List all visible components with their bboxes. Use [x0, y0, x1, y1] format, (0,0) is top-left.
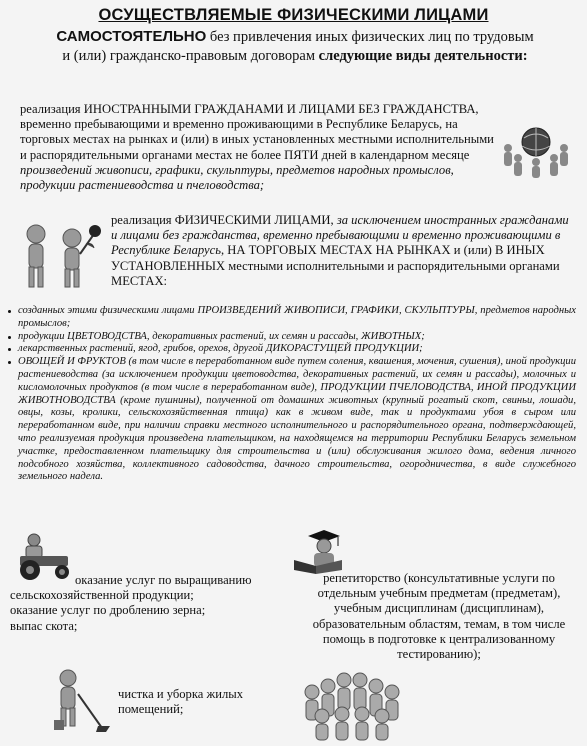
cleaning-text: чистка и уборка жилых помещений; — [118, 687, 244, 717]
graduate-reading-icon — [290, 530, 350, 576]
list-item-text: созданных этими физическими лицами ПРОИЗВЕДЕНИЙ ЖИВОПИСИ, ГРАФИКИ, СКУЛЬПТУРЫ, предметов народных промыслов; — [18, 305, 576, 329]
intro-bold-phrase: следующие виды деятельности — [318, 48, 523, 64]
paragraph-foreigners — [20, 102, 496, 193]
intro-bold-word: САМОСТОЯТЕЛЬНО — [56, 28, 207, 45]
intro-line2: без привлечения иных физических лиц по трудовым — [206, 29, 534, 45]
bullet — [8, 361, 11, 364]
list-item — [8, 356, 576, 484]
farm-services-text — [10, 573, 260, 634]
paragraph-citizens-exception: за исключением иностранных гражданами и лицами без гражданства, временно пребывающими и временно проживающими в Республике Беларусь — [111, 213, 569, 258]
paragraph-foreigners-lead: реализация ИНОСТРАННЫМИ ГРАЖДАНАМИ И ЛИЦАМИ БЕЗ ГРАЖДАНСТВА, временно пребывающими и временно проживающими в Республике Беларусь, на торговых местах на рынках и (или) в иных установленных местными исполнительными и распорядительными органами местах не более ПЯТИ дней в календарном месяце — [20, 102, 494, 162]
farm-service-line: сельскохозяйственной продукции; — [10, 588, 194, 603]
list-item — [8, 331, 576, 344]
paragraph-foreigners-items: произведений живописи, графики, скульптуры, предметов народных промыслов, продукции растениеводства и пчеловодства; — [20, 162, 454, 193]
bullet — [8, 348, 11, 351]
goods-list — [8, 305, 576, 484]
tutoring-text: репетиторство (консультативные услуги по отдельным учебным предметам (предметам), учебным дисциплинам (дисциплинам), образовательным областям, темам, в том числе помощь в подготовке к централизованному тестированию); — [312, 571, 566, 662]
paragraph-citizens — [111, 213, 571, 289]
intro-line3: и (или) гражданско-правовым договорам — [62, 48, 319, 64]
globe-people-icon — [498, 118, 574, 180]
intro-colon: : — [522, 48, 528, 64]
list-item — [8, 305, 576, 331]
farm-service-line: оказание услуг по дроблению зерна; — [10, 603, 206, 618]
list-item — [8, 343, 576, 356]
group-people-icon — [298, 670, 410, 742]
farm-service-line: выпас скота; — [10, 618, 78, 633]
paragraph-citizens-lead: реализация ФИЗИЧЕСКИМИ ЛИЦАМИ, — [111, 213, 337, 227]
bullet — [8, 310, 11, 313]
people-with-flower-icon — [14, 220, 108, 292]
intro-text — [20, 27, 570, 66]
paragraph-citizens-rest: , НА ТОРГОВЫХ МЕСТАХ НА РЫНКАХ и (или) В ИНЫХ УСТАНОВЛЕННЫХ местными исполнительными и распорядительными органами МЕСТАХ: — [111, 243, 560, 288]
cleaning-people-icon — [48, 664, 118, 734]
farm-service-line: оказание услуг по выращиванию — [75, 573, 252, 587]
document-title: ОСУЩЕСТВЛЯЕМЫЕ ФИЗИЧЕСКИМИ ЛИЦАМИ — [98, 6, 489, 24]
list-item-text: продукции ЦВЕТОВОДСТВА, декоративных растений, их семян и рассады, ЖИВОТНЫХ; — [18, 330, 425, 342]
list-item-text: лекарственных растений, ягод, грибов, орехов, другой ДИКОРАСТУЩЕЙ ПРОДУКЦИИ; — [18, 343, 423, 355]
list-item-text: ОВОЩЕЙ И ФРУКТОВ (в том числе в переработанном виде путем соления, квашения, мочения, сушения), иной продукции растениеводства (за исключением продукции цветоводства, декоративных растений, их семян и рассады), молочных и кисломолочных продуктов (в том числе в переработанном виде), ПРОДУКЦИИ ПЧЕЛОВОДСТВА, ИНОЙ ПРОДУКЦИИ ЖИВОТНОВОДСТВА (кроме пушнины), полученной от домашних животных (крупный рогатый скот, свиньи, лошади, овцы, козы, кролики, сельскохозяйственная птица) как в живом виде, так и продуктами убоя в сыром или переработанном виде, при наличии справки местного исполнительного и распорядительного органа, подтверждающей, что реализуемая продукция произведена плательщиком, на находящемся на территории Республики Беларусь земельном участке, предоставленном плательщику для строительства и (или) обслуживания жилого дома, ведения личного подсобного хозяйства, коллективного садоводства, дачного строительства, огородничества, в виде служебного земельного надела. — [18, 356, 576, 483]
bullet — [8, 336, 11, 339]
